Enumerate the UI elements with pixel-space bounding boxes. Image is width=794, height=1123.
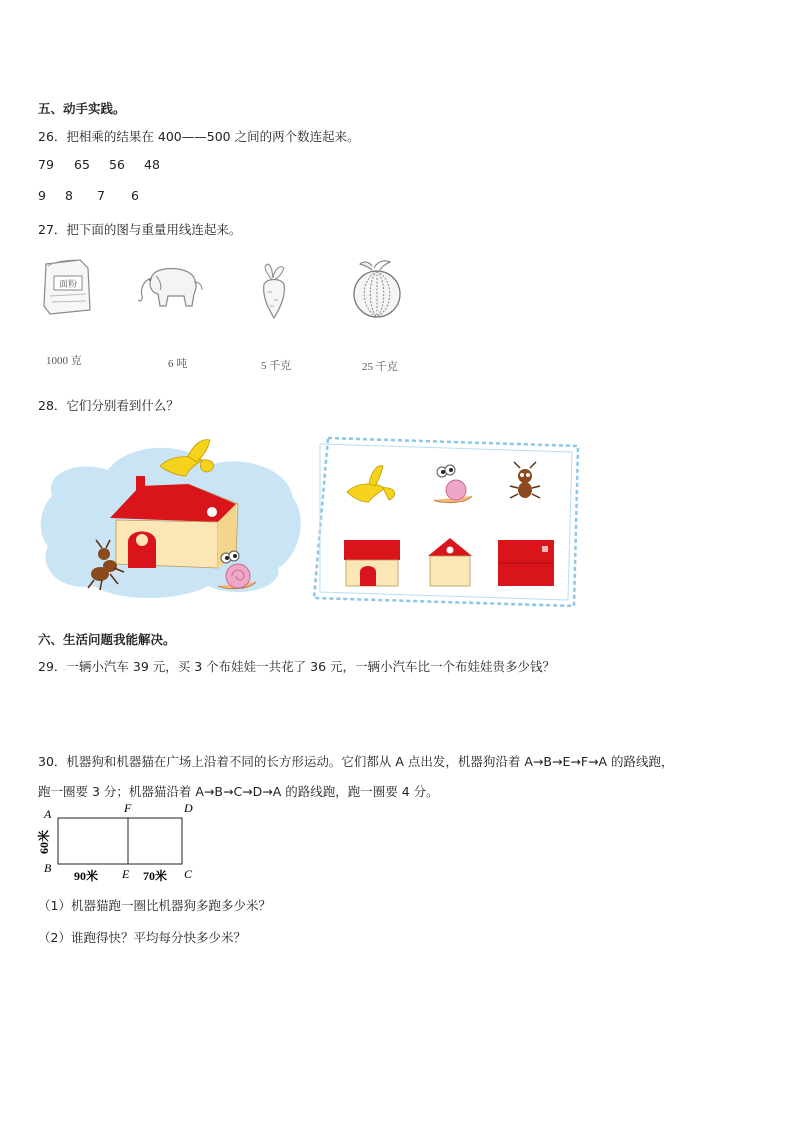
weight-label-25kg: 25 千克: [362, 361, 398, 373]
point-b-label: B: [44, 861, 52, 875]
q26-row-2: [38, 188, 139, 203]
q26-number: 9: [38, 188, 46, 203]
option-bird-icon[interactable]: [345, 462, 401, 504]
question-27-text: 27．把下面的图与重量用线连起来。: [38, 222, 242, 237]
q26-number: 79: [38, 157, 54, 172]
q26-number: 65: [74, 157, 90, 172]
radish-image: [252, 262, 294, 320]
weight-label-1000g: 1000 克: [46, 355, 82, 367]
q26-number: 48: [144, 157, 160, 172]
q26-row-1: [38, 157, 160, 172]
question-30-sub-1: （1）机器猫跑一圈比机器狗多跑多少米？: [38, 898, 271, 913]
elephant-image: [136, 266, 206, 312]
option-roof-top-icon[interactable]: [496, 538, 556, 588]
weight-label-6t: 6 吨: [168, 358, 188, 370]
rectangle-diagram: [32, 800, 212, 886]
option-snail-icon[interactable]: [432, 462, 476, 506]
point-e-label: E: [122, 867, 130, 881]
height-label: 60米: [37, 829, 51, 855]
flour-bag-label: 面粉: [58, 280, 78, 290]
question-29-text: 29．一辆小汽车 39 元，买 3 个布娃娃一共花了 36 元，一辆小汽车比一个布娃娃贵多少钱？: [38, 659, 556, 674]
question-30-line-2: 跑一圈要 3 分；机器猫沿着 A→B→C→D→A 的路线跑，跑一圈要 4 分。: [38, 784, 439, 799]
option-ant-icon[interactable]: [508, 462, 542, 506]
q26-number: 8: [65, 188, 73, 203]
options-card: [310, 430, 586, 616]
question-26-text: 26．把相乘的结果在 400——500 之间的两个数连起来。: [38, 129, 360, 144]
option-house-front-icon[interactable]: [342, 536, 402, 588]
left-width-label: 90米: [74, 869, 99, 883]
point-d-label: D: [184, 801, 193, 815]
house-scene-image: [38, 436, 308, 608]
question-28-text: 28．它们分别看到什么？: [38, 398, 179, 413]
section-6-title: 六、生活问题我能解决。: [38, 632, 176, 647]
question-30-line-1: 30．机器狗和机器猫在广场上沿着不同的长方形运动。它们都从 A 点出发，机器狗沿着 A→B→E→F→A 的路线跑，: [38, 754, 674, 769]
point-c-label: C: [184, 867, 193, 881]
point-f-label: F: [124, 801, 132, 815]
flour-bag-image: [40, 256, 96, 316]
q26-number: 6: [131, 188, 139, 203]
point-a-label: A: [44, 807, 52, 821]
watermelon-image: [350, 256, 406, 320]
right-width-label: 70米: [143, 869, 168, 883]
section-5-title: 五、动手实践。: [38, 101, 126, 116]
q26-number: 7: [97, 188, 105, 203]
weight-label-5kg: 5 千克: [261, 360, 292, 372]
question-30-sub-2: （2）谁跑得快？平均每分快多少米？: [38, 930, 246, 945]
q26-number: 56: [109, 157, 125, 172]
option-house-side-icon[interactable]: [426, 534, 474, 588]
